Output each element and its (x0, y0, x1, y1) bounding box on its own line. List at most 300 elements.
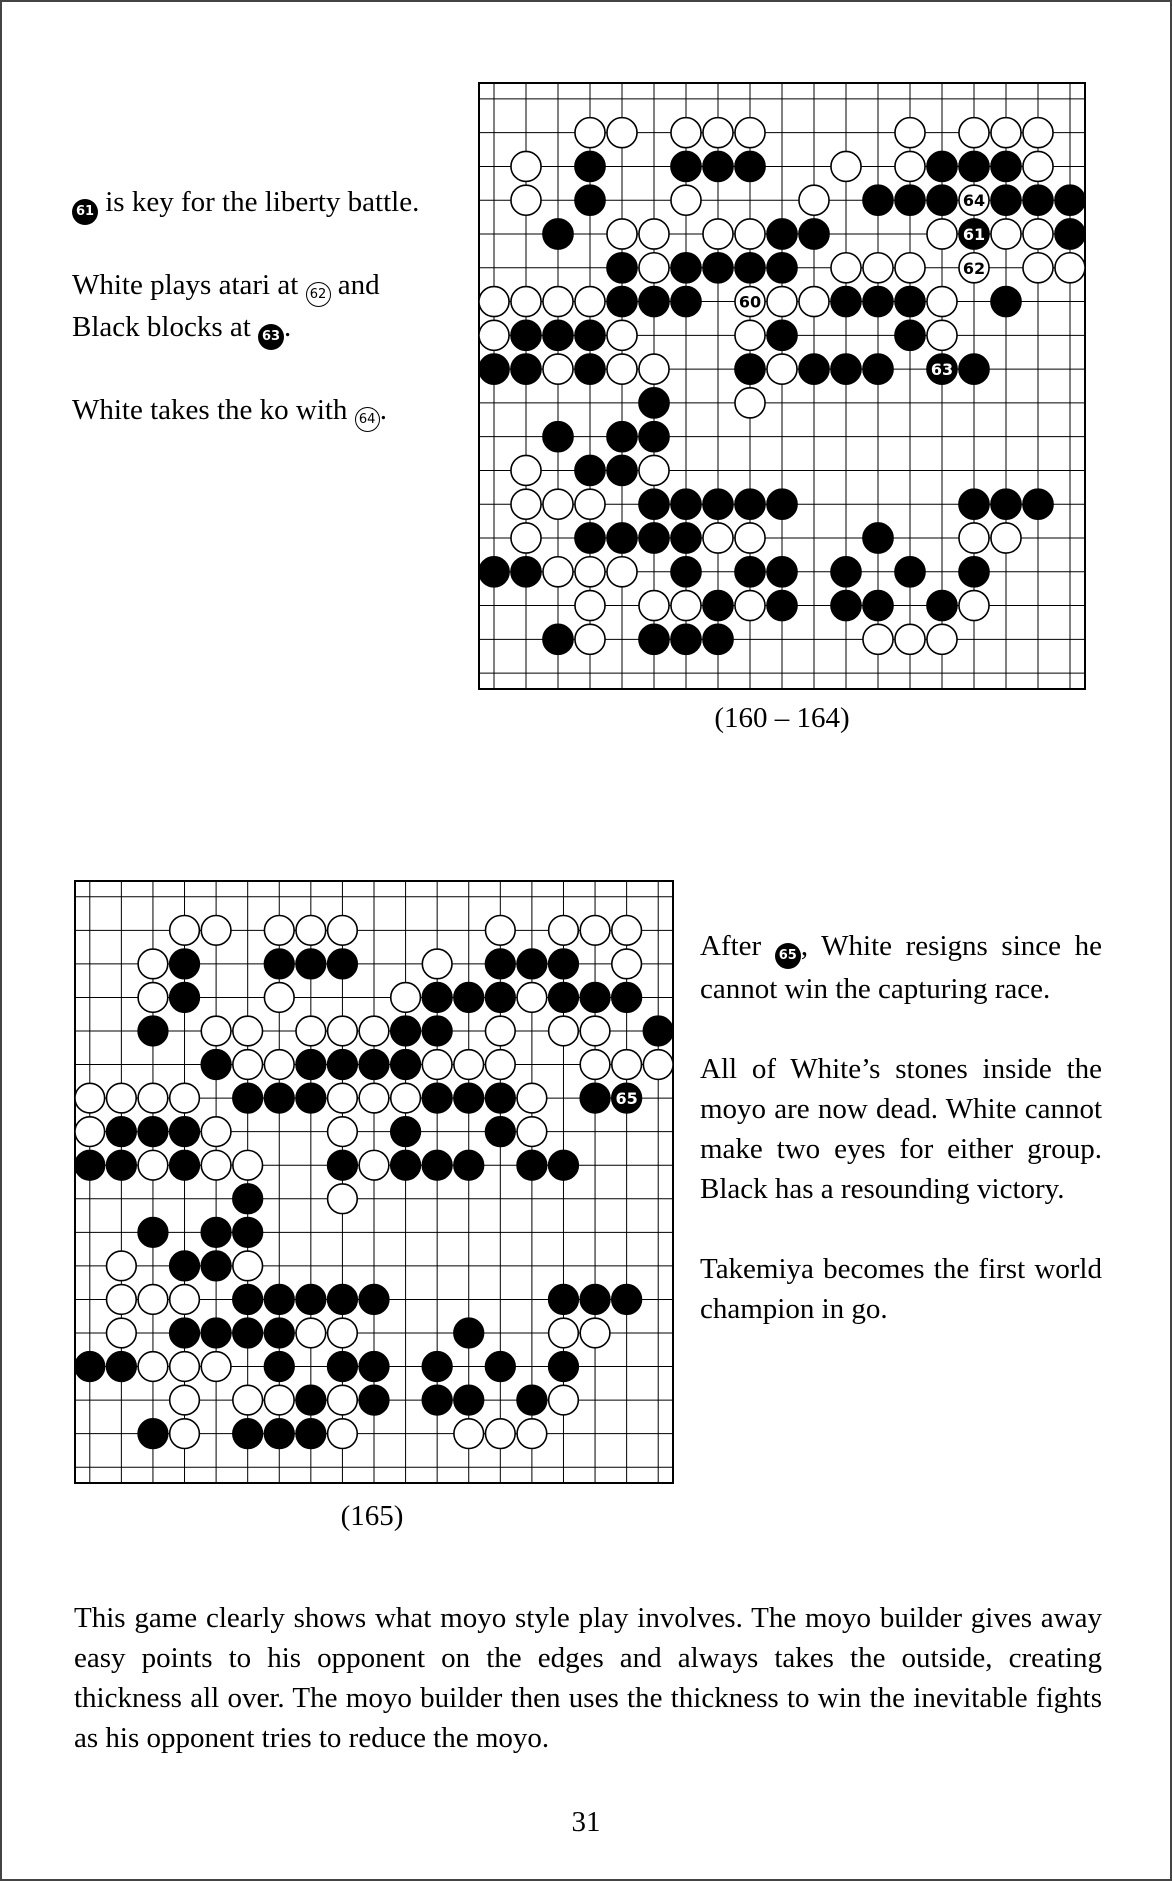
white-stone (1055, 253, 1085, 283)
white-stone (927, 320, 957, 350)
black-stone (201, 1050, 231, 1080)
white-stone (138, 949, 168, 979)
black-stone (296, 1050, 326, 1080)
black-stone (639, 287, 669, 317)
white-stone (703, 118, 733, 148)
black-stone (575, 354, 605, 384)
white-stone (233, 1385, 263, 1415)
black-stone (264, 1419, 294, 1449)
black-stone (328, 1285, 358, 1315)
white-stone (359, 1083, 389, 1113)
white-stone (959, 118, 989, 148)
black-stone (479, 354, 509, 384)
black-stone (671, 253, 701, 283)
black-stone (296, 1083, 326, 1113)
white-stone (612, 949, 642, 979)
black-stone (863, 591, 893, 621)
white-stone (895, 118, 925, 148)
white-stone (549, 1016, 579, 1046)
black-stone (422, 1016, 452, 1046)
black-stone (328, 1352, 358, 1382)
white-stone (264, 983, 294, 1013)
black-stone (359, 1352, 389, 1382)
white-stone (422, 1050, 452, 1080)
black-stone (767, 320, 797, 350)
white-stone (927, 219, 957, 249)
black-stone (233, 1318, 263, 1348)
black-stone (138, 1419, 168, 1449)
black-stone (831, 591, 861, 621)
page-number: 31 (571, 1806, 601, 1838)
black-stone (895, 185, 925, 215)
white-stone (517, 1083, 547, 1113)
black-stone (296, 1385, 326, 1415)
white-stone (607, 118, 637, 148)
black-stone (612, 1285, 642, 1315)
black-stone (639, 422, 669, 452)
white-stone (580, 1318, 610, 1348)
white-stone (511, 185, 541, 215)
black-stone (170, 983, 200, 1013)
white-stone (607, 354, 637, 384)
black-stone (264, 1352, 294, 1382)
black-stone (296, 949, 326, 979)
black-stone (517, 949, 547, 979)
black-stone (639, 523, 669, 553)
black-stone (895, 320, 925, 350)
white-stone (543, 287, 573, 317)
white-stone (543, 489, 573, 519)
black-stone (511, 557, 541, 587)
white-stone (485, 1016, 515, 1046)
black-stone (703, 151, 733, 181)
black-stone (895, 557, 925, 587)
black-stone (639, 624, 669, 654)
black-stone (767, 557, 797, 587)
black-stone (607, 422, 637, 452)
black-stone (454, 1083, 484, 1113)
black-stone (454, 1318, 484, 1348)
white-stone (296, 915, 326, 945)
black-stone (703, 591, 733, 621)
white-stone (170, 1385, 200, 1415)
white-stone (671, 185, 701, 215)
black-stone (607, 523, 637, 553)
diagram-caption: (160 – 164) (714, 702, 850, 734)
white-stone (612, 915, 642, 945)
black-stone (991, 489, 1021, 519)
white-stone (107, 1318, 137, 1348)
black-stone (138, 1117, 168, 1147)
white-stone (75, 1083, 105, 1113)
black-stone (575, 523, 605, 553)
white-stone (1023, 151, 1053, 181)
black-stone (735, 489, 765, 519)
white-stone (201, 1352, 231, 1382)
white-stone (895, 151, 925, 181)
white-stone (1023, 118, 1053, 148)
white-stone (422, 949, 452, 979)
white-stone (328, 1016, 358, 1046)
black-stone (607, 455, 637, 485)
white-stone (549, 1318, 579, 1348)
black-stone (671, 624, 701, 654)
commentary-p1: After 65 , White resigns since he cannot win the capturing race. (700, 930, 1102, 1005)
black-stone (543, 219, 573, 249)
white-stone (201, 1016, 231, 1046)
black-stone (391, 1117, 421, 1147)
white-stone (138, 1150, 168, 1180)
white-stone (170, 915, 200, 945)
white-stone (580, 1016, 610, 1046)
black-stone (863, 523, 893, 553)
white-stone (735, 320, 765, 350)
white-stone (328, 1318, 358, 1348)
white-stone (485, 915, 515, 945)
white-stone (607, 557, 637, 587)
black-stone (543, 624, 573, 654)
black-stone (767, 219, 797, 249)
numbered-stone-63: 63 (258, 324, 284, 350)
white-stone (233, 1150, 263, 1180)
white-stone (1023, 253, 1053, 283)
white-stone (671, 118, 701, 148)
white-stone (991, 219, 1021, 249)
white-stone (517, 983, 547, 1013)
white-stone (543, 354, 573, 384)
white-stone (575, 489, 605, 519)
numbered-stone-64: 64 (355, 407, 380, 432)
black-stone (328, 1050, 358, 1080)
white-stone (799, 185, 829, 215)
black-stone (580, 1285, 610, 1315)
black-stone (454, 1385, 484, 1415)
black-stone (485, 1117, 515, 1147)
black-stone (671, 557, 701, 587)
black-stone (170, 1150, 200, 1180)
black-stone (671, 523, 701, 553)
white-stone (612, 1050, 642, 1080)
black-stone (485, 1352, 515, 1382)
numbered-stone-65: 65 (775, 943, 801, 969)
black-stone (799, 219, 829, 249)
white-stone (575, 591, 605, 621)
black-stone (895, 287, 925, 317)
black-stone (107, 1352, 137, 1382)
white-stone (575, 287, 605, 317)
go-diagram-165 (74, 880, 674, 1484)
commentary-p2: White plays atari at 62 and Black blocks at 63 . (72, 265, 452, 350)
white-stone (639, 253, 669, 283)
white-stone (580, 915, 610, 945)
white-stone (138, 983, 168, 1013)
white-stone (549, 915, 579, 945)
white-stone (485, 1050, 515, 1080)
black-stone (511, 320, 541, 350)
black-stone (643, 1016, 673, 1046)
black-stone (296, 1285, 326, 1315)
black-stone (233, 1217, 263, 1247)
black-stone (612, 983, 642, 1013)
white-stone (607, 320, 637, 350)
white-stone (233, 1016, 263, 1046)
black-stone (107, 1150, 137, 1180)
top-commentary (72, 182, 452, 472)
black-stone (767, 591, 797, 621)
black-stone (549, 983, 579, 1013)
stone-number-label: 60 (738, 292, 762, 312)
black-stone (264, 949, 294, 979)
black-stone (575, 455, 605, 485)
black-stone (75, 1150, 105, 1180)
white-stone (170, 1083, 200, 1113)
black-stone (831, 287, 861, 317)
black-stone (422, 983, 452, 1013)
white-stone (391, 1083, 421, 1113)
white-stone (703, 219, 733, 249)
black-stone (580, 983, 610, 1013)
black-stone (138, 1217, 168, 1247)
white-stone (264, 915, 294, 945)
white-stone (735, 591, 765, 621)
white-stone (233, 1251, 263, 1281)
black-stone (799, 354, 829, 384)
black-stone (422, 1083, 452, 1113)
diagram-caption: (165) (340, 1500, 404, 1532)
black-stone (580, 1083, 610, 1113)
black-stone (1055, 219, 1085, 249)
white-stone (454, 1419, 484, 1449)
black-stone (575, 320, 605, 350)
black-stone (517, 1385, 547, 1415)
black-stone (639, 489, 669, 519)
white-stone (863, 253, 893, 283)
black-stone (201, 1251, 231, 1281)
white-stone (735, 219, 765, 249)
stone-number-label: 65 (615, 1089, 638, 1109)
black-stone (927, 185, 957, 215)
black-stone (485, 1083, 515, 1113)
black-stone (991, 185, 1021, 215)
white-stone (107, 1083, 137, 1113)
black-stone (454, 983, 484, 1013)
white-stone (479, 320, 509, 350)
black-stone (264, 1318, 294, 1348)
white-stone (735, 388, 765, 418)
black-stone (264, 1083, 294, 1113)
black-stone (511, 354, 541, 384)
white-stone (328, 1184, 358, 1214)
black-stone (735, 253, 765, 283)
black-stone (549, 1150, 579, 1180)
black-stone (735, 151, 765, 181)
white-stone (328, 1083, 358, 1113)
white-stone (735, 118, 765, 148)
white-stone (75, 1117, 105, 1147)
black-stone (391, 1050, 421, 1080)
black-stone (328, 1150, 358, 1180)
white-stone (328, 1385, 358, 1415)
stone-number-label: 61 (962, 225, 986, 244)
black-stone (735, 557, 765, 587)
white-stone (639, 219, 669, 249)
black-stone (170, 1117, 200, 1147)
white-stone (863, 624, 893, 654)
white-stone (895, 253, 925, 283)
black-stone (991, 151, 1021, 181)
black-stone (391, 1150, 421, 1180)
black-stone (671, 489, 701, 519)
white-stone (511, 523, 541, 553)
commentary-p3: White takes the ko with 64 . (72, 390, 452, 432)
stone-number-label: 62 (962, 258, 986, 278)
white-stone (831, 253, 861, 283)
white-stone (138, 1083, 168, 1113)
white-stone (735, 523, 765, 553)
white-stone (511, 151, 541, 181)
white-stone (485, 1419, 515, 1449)
stone-number-label: 63 (930, 360, 954, 380)
white-stone (671, 591, 701, 621)
white-stone (359, 1016, 389, 1046)
white-stone (831, 151, 861, 181)
black-stone (959, 354, 989, 384)
black-stone (233, 1285, 263, 1315)
white-stone (927, 287, 957, 317)
black-stone (201, 1217, 231, 1247)
black-stone (170, 1318, 200, 1348)
white-stone (767, 287, 797, 317)
white-stone (296, 1016, 326, 1046)
black-stone (359, 1050, 389, 1080)
white-stone (607, 219, 637, 249)
black-stone (422, 1385, 452, 1415)
white-stone (767, 354, 797, 384)
white-stone (170, 1352, 200, 1382)
white-stone (264, 1385, 294, 1415)
black-stone (959, 151, 989, 181)
white-stone (107, 1285, 137, 1315)
right-commentary (700, 926, 1102, 1369)
black-stone (170, 949, 200, 979)
black-stone (703, 489, 733, 519)
white-stone (991, 118, 1021, 148)
white-stone (543, 557, 573, 587)
black-stone (863, 185, 893, 215)
white-stone (511, 455, 541, 485)
black-stone (549, 1285, 579, 1315)
white-stone (479, 287, 509, 317)
white-stone (1023, 219, 1053, 249)
commentary-p2: All of White’s stones inside the moyo are now dead. White cannot make two eyes for either group. Black has a resounding victory. (700, 1053, 1102, 1205)
black-stone (575, 185, 605, 215)
black-stone (863, 287, 893, 317)
white-stone (549, 1385, 579, 1415)
black-stone (607, 287, 637, 317)
white-stone (575, 118, 605, 148)
white-stone (233, 1050, 263, 1080)
white-stone (580, 1050, 610, 1080)
black-stone (138, 1016, 168, 1046)
black-stone (767, 489, 797, 519)
white-stone (639, 591, 669, 621)
black-stone (170, 1251, 200, 1281)
white-stone (201, 915, 231, 945)
black-stone (1023, 489, 1053, 519)
black-stone (422, 1352, 452, 1382)
black-stone (549, 949, 579, 979)
black-stone (422, 1150, 452, 1180)
white-stone (511, 287, 541, 317)
black-stone (703, 624, 733, 654)
black-stone (359, 1385, 389, 1415)
white-stone (959, 523, 989, 553)
black-stone (927, 591, 957, 621)
black-stone (485, 949, 515, 979)
black-stone (607, 253, 637, 283)
white-stone (328, 1117, 358, 1147)
black-stone (454, 1150, 484, 1180)
white-stone (991, 523, 1021, 553)
white-stone (107, 1251, 137, 1281)
black-stone (671, 151, 701, 181)
stone-number-label: 64 (962, 191, 986, 211)
white-stone (170, 1285, 200, 1315)
black-stone (639, 388, 669, 418)
white-stone (328, 915, 358, 945)
black-stone (1023, 185, 1053, 215)
white-stone (643, 1050, 673, 1080)
white-stone (138, 1352, 168, 1382)
white-stone (639, 455, 669, 485)
black-stone (75, 1352, 105, 1382)
black-stone (543, 422, 573, 452)
white-stone (170, 1419, 200, 1449)
black-stone (264, 1285, 294, 1315)
black-stone (517, 1150, 547, 1180)
commentary-p3: Takemiya becomes the first world champion in go. (700, 1253, 1102, 1325)
black-stone (359, 1285, 389, 1315)
black-stone (201, 1318, 231, 1348)
white-stone (264, 1050, 294, 1080)
black-stone (831, 354, 861, 384)
commentary-p1: 61 is key for the liberty battle. (72, 182, 452, 225)
black-stone (391, 1016, 421, 1046)
black-stone (328, 949, 358, 979)
black-stone (927, 151, 957, 181)
black-stone (549, 1352, 579, 1382)
bottom-paragraph: This game clearly shows what moyo style play involves. The moyo builder gives away easy points to his opponent on the edges and always takes the outside, creating thickness all over. The moyo builder then uses the thickness to win the inevitable fights as his opponent tries to reduce the moyo. (74, 1602, 1102, 1754)
black-stone (107, 1117, 137, 1147)
black-stone (575, 151, 605, 181)
black-stone (735, 354, 765, 384)
white-stone (927, 624, 957, 654)
go-diagram-160-164 (478, 82, 1086, 690)
white-stone (799, 287, 829, 317)
white-stone (138, 1285, 168, 1315)
black-stone (959, 557, 989, 587)
white-stone (703, 523, 733, 553)
black-stone (703, 253, 733, 283)
black-stone (543, 320, 573, 350)
white-stone (359, 1150, 389, 1180)
black-stone (296, 1419, 326, 1449)
white-stone (296, 1318, 326, 1348)
white-stone (201, 1117, 231, 1147)
white-stone (517, 1419, 547, 1449)
numbered-stone-62: 62 (306, 282, 331, 307)
white-stone (511, 489, 541, 519)
